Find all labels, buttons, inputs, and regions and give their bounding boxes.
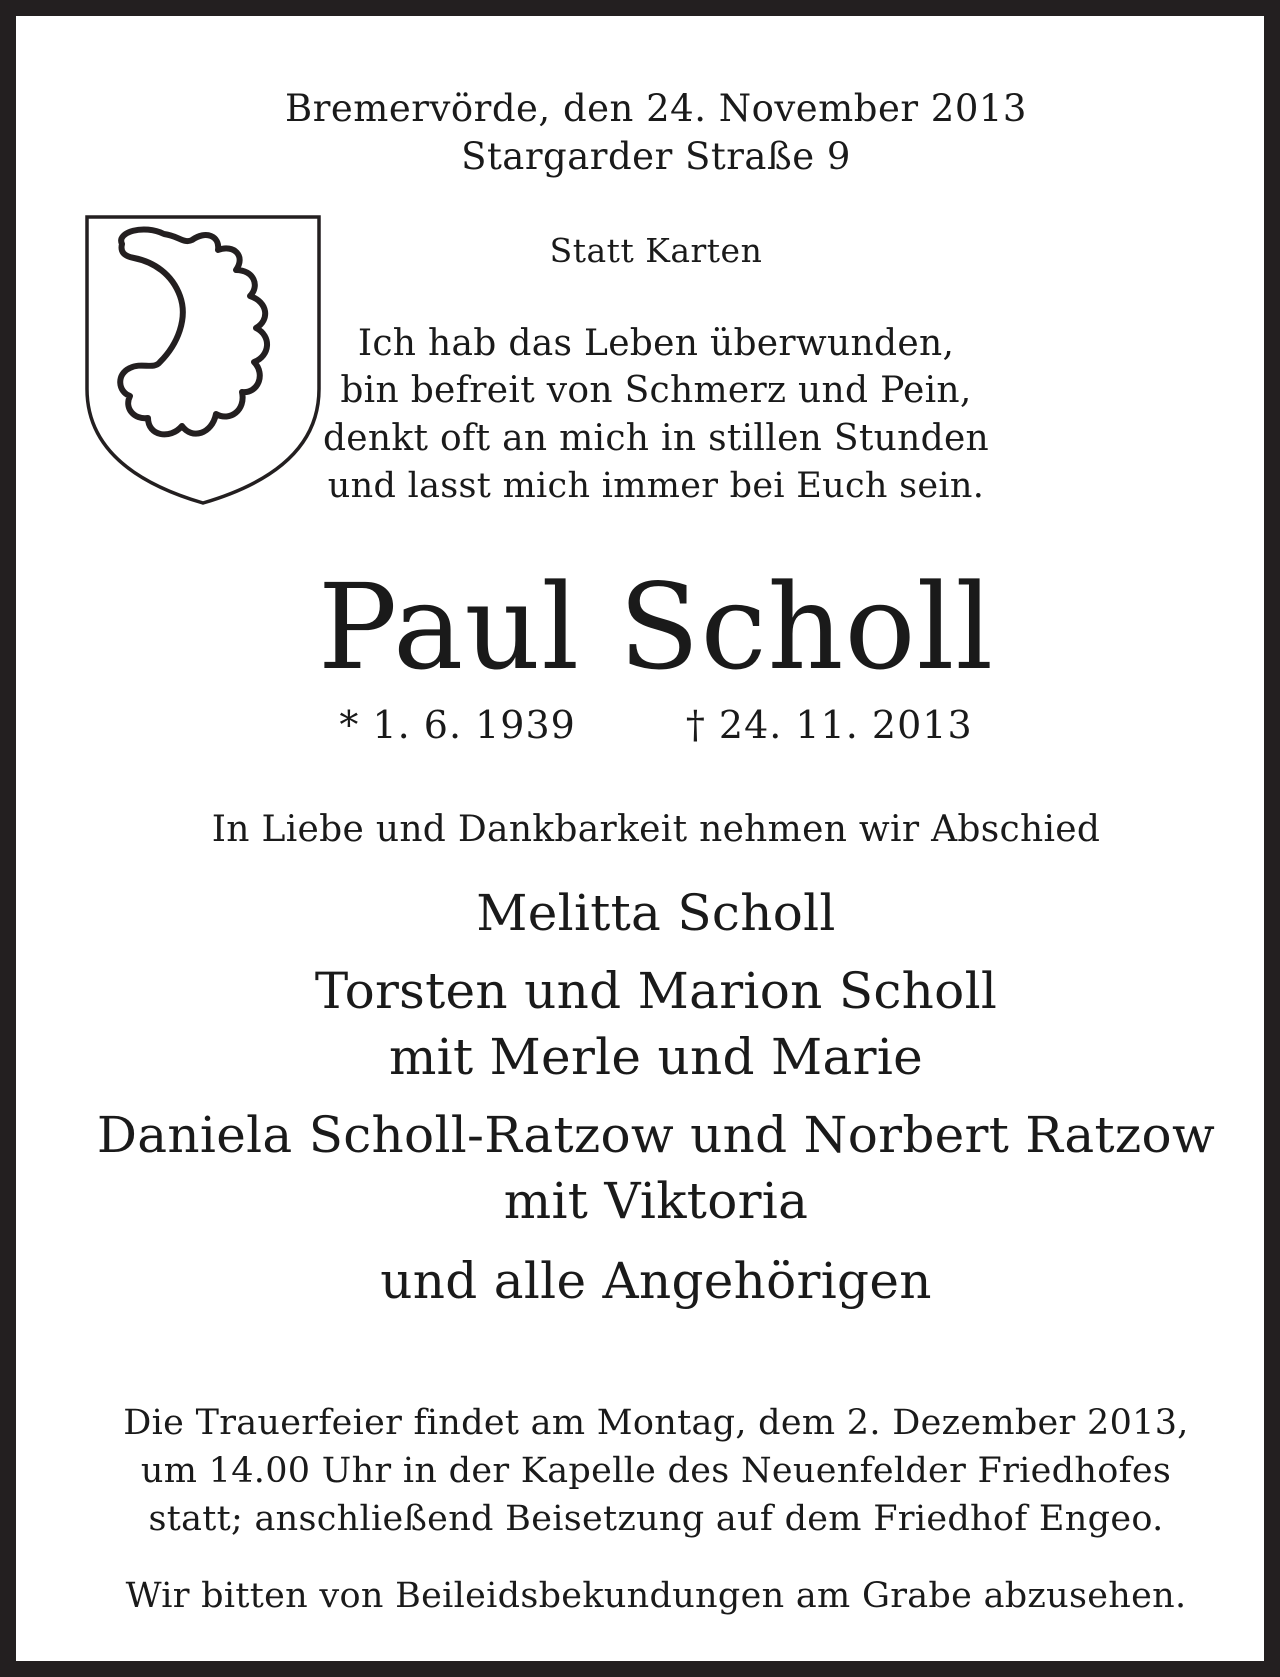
condolence-note: Wir bitten von Beileidsbekundungen am Grabe abzusehen. <box>125 1576 1187 1616</box>
coat-of-arms-icon <box>84 214 322 506</box>
death-date: † 24. 11. 2013 <box>685 703 973 747</box>
mourner-line: mit Viktoria <box>503 1172 809 1230</box>
farewell-intro: In Liebe und Dankbarkeit nehmen wir Abschied <box>211 809 1101 850</box>
service-notice-line-3: statt; anschließend Beisetzung auf dem Friedhof Engeo. <box>148 1499 1164 1539</box>
poem-line-2: bin befreit von Schmerz und Pein, <box>340 370 972 411</box>
poem-line-1: Ich hab das Leben überwunden, <box>357 323 955 364</box>
mourner-line: Torsten und Marion Scholl <box>314 962 998 1020</box>
birth-date: * 1. 6. 1939 <box>339 703 576 747</box>
poem-line-4: und lasst mich immer bei Euch sein. <box>327 466 985 506</box>
deceased-name: Paul Scholl <box>317 558 995 696</box>
place-date: Bremervörde, den 24. November 2013 <box>285 87 1027 130</box>
service-notice-line-1: Die Trauerfeier findet am Montag, dem 2. Dezember 2013, <box>123 1403 1189 1443</box>
statt-karten: Statt Karten <box>549 231 763 270</box>
address: Stargarder Straße 9 <box>461 135 851 178</box>
mourner-line: Melitta Scholl <box>476 884 836 942</box>
life-dates <box>16 703 1280 747</box>
poem-line-3: denkt oft an mich in stillen Stunden <box>322 418 990 459</box>
mourner-line: Daniela Scholl-Ratzow und Norbert Ratzow <box>96 1106 1216 1164</box>
mourner-line: und alle Angehörigen <box>380 1252 932 1310</box>
mourner-line: mit Merle und Marie <box>388 1028 924 1086</box>
service-notice-line-2: um 14.00 Uhr in der Kapelle des Neuenfelder Friedhofes <box>140 1451 1172 1491</box>
